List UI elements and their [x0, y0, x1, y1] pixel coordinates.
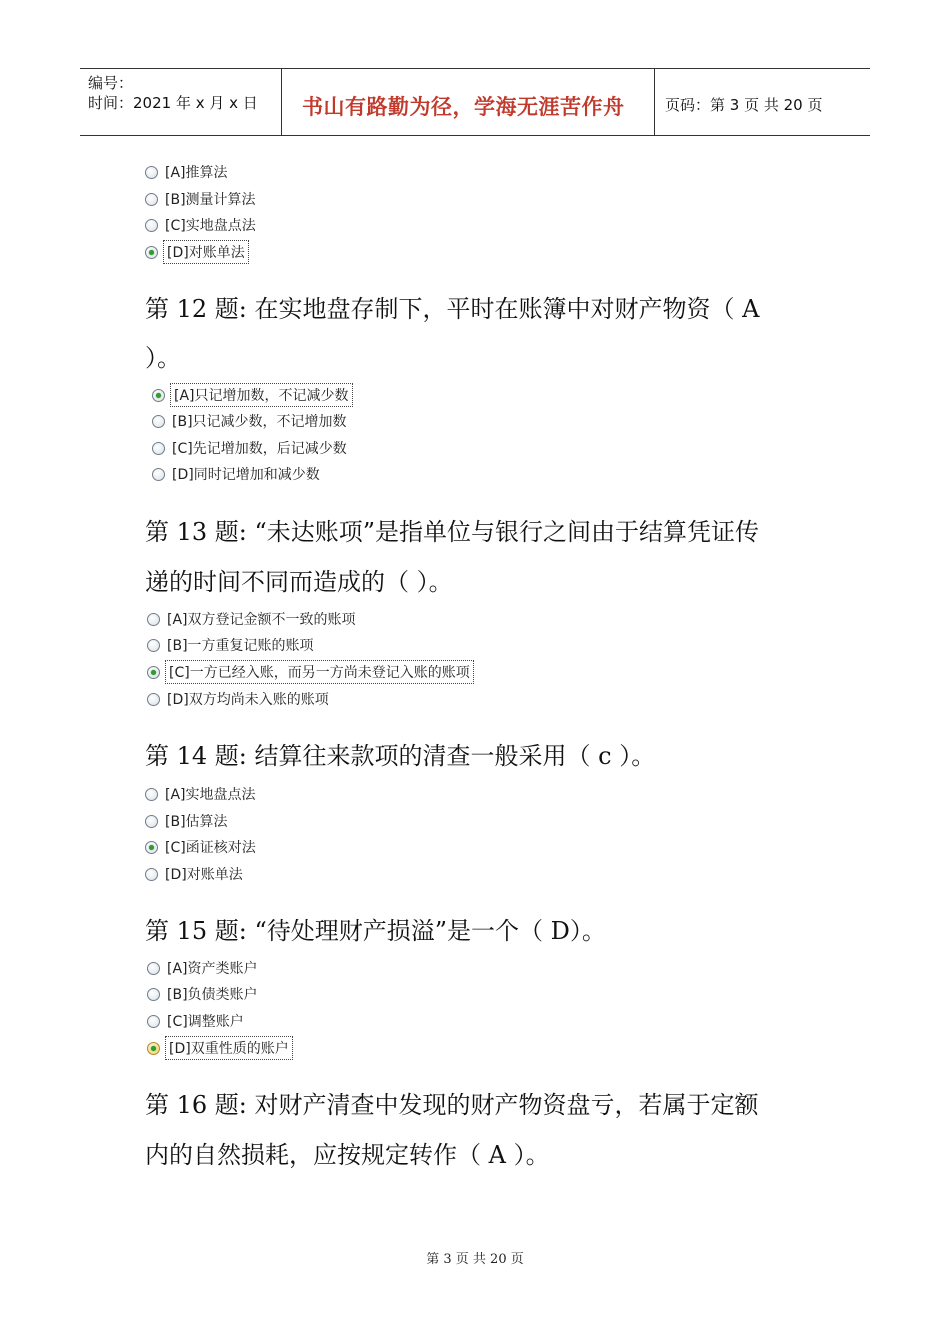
q12-option-c[interactable]: [152, 437, 347, 459]
radio-selected-icon[interactable]: [147, 666, 160, 679]
option-label: [A]推算法: [165, 165, 228, 181]
option-label: [B]负债类账户: [167, 987, 258, 1003]
radio-selected-icon[interactable]: [152, 389, 165, 402]
q15-option-b[interactable]: [147, 983, 258, 1005]
header-right-cell: [655, 69, 870, 135]
option-label: [D]双重性质的账户: [167, 1038, 291, 1058]
radio-icon[interactable]: [145, 815, 158, 828]
option-label: [A]资产类账户: [167, 961, 258, 977]
option-label: [B]只记减少数，不记增加数: [172, 414, 347, 430]
number-label: 编号：: [88, 74, 134, 92]
option-label: [C]实地盘点法: [165, 218, 256, 234]
q15-option-c[interactable]: [147, 1010, 244, 1032]
radio-icon[interactable]: [145, 219, 158, 232]
question-13-line-1: 第 13 题: “未达账项”是指单位与银行之间由于结算凭证传: [145, 518, 760, 546]
option-label: [D]对账单法: [165, 867, 243, 883]
radio-icon[interactable]: [145, 166, 158, 179]
radio-icon[interactable]: [147, 1015, 160, 1028]
radio-icon[interactable]: [152, 468, 165, 481]
q14-option-b[interactable]: [145, 810, 228, 832]
q14-option-d[interactable]: [145, 863, 243, 885]
option-label: [C]先记增加数，后记减少数: [172, 441, 347, 457]
q12-option-a[interactable]: [152, 384, 351, 406]
date-label: 时间：2021 年 x 月 x 日: [88, 94, 258, 112]
q11-option-b[interactable]: [145, 188, 256, 210]
question-16-line-2: 内的自然损耗，应按规定转作（ A ）。: [145, 1141, 550, 1169]
radio-icon[interactable]: [147, 613, 160, 626]
q14-option-a[interactable]: [145, 783, 256, 805]
question-14-line-1: 第 14 题: 结算往来款项的清查一般采用（ c ）。: [145, 742, 656, 770]
question-15-line-1: 第 15 题: “待处理财产损溢”是一个（ D）。: [145, 917, 606, 945]
option-label: [D]双方均尚未入账的账项: [167, 692, 329, 708]
q15-option-d[interactable]: [147, 1037, 291, 1059]
option-label: [C]一方已经入账，而另一方尚未登记入账的账项: [167, 662, 472, 682]
q11-option-a[interactable]: [145, 161, 228, 183]
option-label: [B]估算法: [165, 814, 228, 830]
header-center-cell: [282, 69, 655, 135]
option-label: [A]双方登记金额不一致的账项: [167, 612, 356, 628]
motto: 书山有路勤为径，学海无涯苦作舟: [302, 95, 625, 119]
option-label: [B]一方重复记账的账项: [167, 638, 314, 654]
radio-icon[interactable]: [145, 788, 158, 801]
page-header: [80, 68, 870, 136]
q13-option-b[interactable]: [147, 634, 314, 656]
radio-icon[interactable]: [147, 988, 160, 1001]
option-label: [C]调整账户: [167, 1014, 244, 1030]
header-left-cell: [80, 69, 282, 135]
q12-option-d[interactable]: [152, 463, 320, 485]
radio-selected-icon[interactable]: [145, 246, 158, 259]
radio-icon[interactable]: [147, 693, 160, 706]
radio-selected-icon[interactable]: [147, 1042, 160, 1055]
radio-icon[interactable]: [147, 639, 160, 652]
radio-selected-icon[interactable]: [145, 841, 158, 854]
radio-icon[interactable]: [147, 962, 160, 975]
page-info: 页码：第 3 页 共 20 页: [665, 96, 823, 114]
q14-option-c[interactable]: [145, 836, 256, 858]
radio-icon[interactable]: [152, 415, 165, 428]
page-footer: 第 3 页 共 20 页: [426, 1252, 524, 1267]
option-label: [D]同时记增加和减少数: [172, 467, 320, 483]
radio-icon[interactable]: [152, 442, 165, 455]
radio-icon[interactable]: [145, 868, 158, 881]
q13-option-a[interactable]: [147, 608, 356, 630]
option-label: [C]函证核对法: [165, 840, 256, 856]
q11-option-d[interactable]: [145, 241, 247, 263]
option-label: [B]测量计算法: [165, 192, 256, 208]
option-label: [A]实地盘点法: [165, 787, 256, 803]
option-label: [D]对账单法: [165, 242, 247, 262]
question-12-line-1: 第 12 题: 在实地盘存制下，平时在账簿中对财产物资（ A: [145, 295, 760, 323]
question-16-line-1: 第 16 题: 对财产清查中发现的财产物资盘亏，若属于定额: [145, 1091, 759, 1119]
q13-option-d[interactable]: [147, 688, 329, 710]
q13-option-c[interactable]: [147, 661, 472, 683]
option-label: [A]只记增加数，不记减少数: [172, 385, 351, 405]
radio-icon[interactable]: [145, 193, 158, 206]
question-12-line-2: ）。: [145, 344, 181, 372]
question-13-line-2: 递的时间不同而造成的（ ）。: [145, 568, 453, 596]
q15-option-a[interactable]: [147, 957, 258, 979]
q11-option-c[interactable]: [145, 214, 256, 236]
q12-option-b[interactable]: [152, 410, 347, 432]
